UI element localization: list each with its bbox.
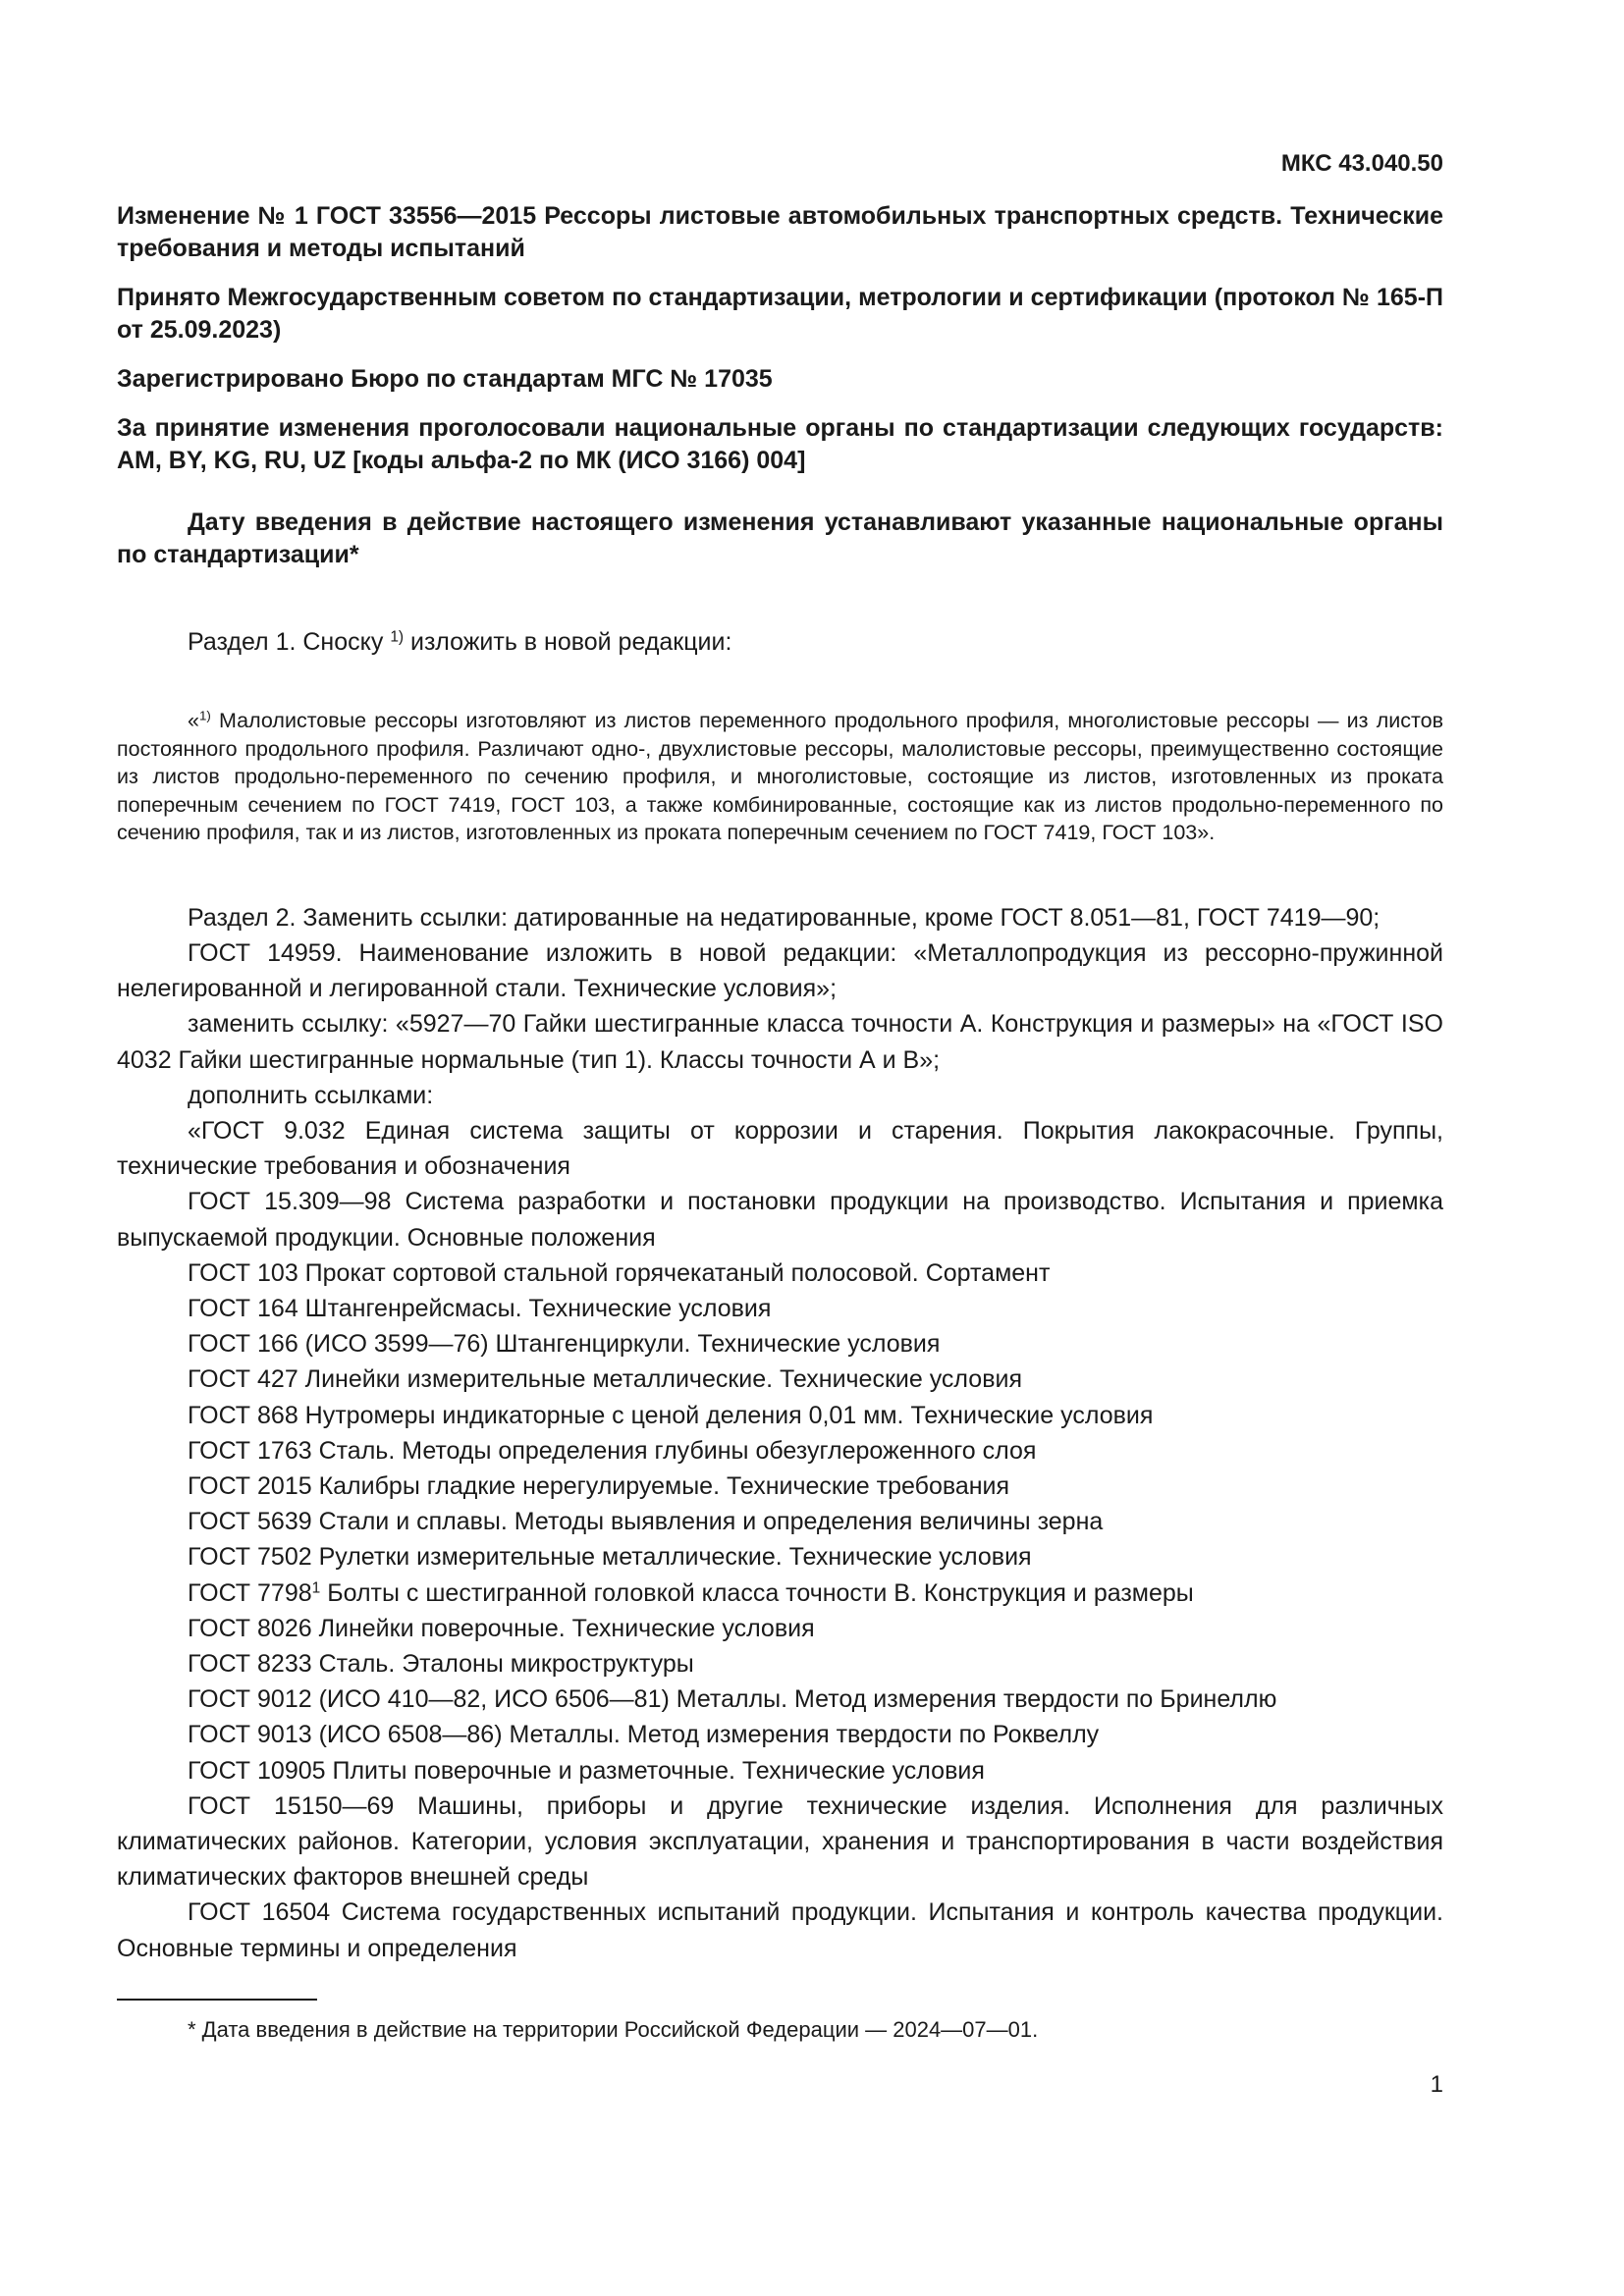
reference-item: ГОСТ 16504 Система государственных испытаний продукции. Испытания и контроль качества продукции. Основные термины и определения: [117, 1898, 1443, 1962]
footnote-separator: [117, 1999, 317, 2001]
reference-item: [117, 1575, 1443, 1611]
footnote-body: Малолистовые рессоры изготовляют из листов переменного продольного профиля, многолистовые рессоры — из листов постоянного продольного профиля. Различают одно-, двухлистовые рессоры, малолистовые рессоры, преимущественно состоящие из листов продольно-переменного по сечению профиля, и многолистовые, состоящие из листов, изготовленных из проката поперечным сечением по ГОСТ 7419, ГОСТ 103, а также комбинированные, состоящие как из листов продольно-переменного по сечению профиля, так и из листов, изготовленных из проката поперечным сечением по ГОСТ 7419, ГОСТ 103».: [117, 709, 1443, 845]
reference-item: ГОСТ 15150—69 Машины, приборы и другие технические изделия. Исполнения для различных климатических районов. Категории, условия эксплуатации, хранения и транспортирования в части воздействия климатических факторов внешней среды: [117, 1791, 1443, 1892]
page-number: 1: [1430, 2071, 1443, 2098]
registration-statement: Зарегистрировано Бюро по стандартам МГС № 17035: [117, 365, 773, 393]
reference-number: ГОСТ 7798: [188, 1578, 312, 1607]
mks-code: МКС 43.040.50: [1280, 150, 1443, 177]
reference-item: «ГОСТ 9.032 Единая система защиты от коррозии и старения. Покрытия лакокрасочные. Группы, технические требования и обозначения: [117, 1116, 1443, 1181]
reference-item: ГОСТ 164 Штангенрейсмасы. Технические условия: [188, 1294, 772, 1322]
effective-date-statement: Дату введения в действие настоящего изменения устанавливают указанные национальные органы по стандартизации*: [117, 508, 1443, 568]
adopted-statement: Принято Межгосударственным советом по стандартизации, метрологии и сертификации (протокол № 165-П от 25.09.2023): [117, 284, 1443, 344]
section1-intro-text-end: изложить в новой редакции:: [404, 628, 732, 656]
reference-item: ГОСТ 8233 Сталь. Эталоны микроструктуры: [188, 1649, 694, 1678]
reference-item: ГОСТ 9013 (ИСО 6508—86) Металлы. Метод измерения твердости по Роквеллу: [188, 1721, 1100, 1749]
reference-item: ГОСТ 15.309—98 Система разработки и постановки продукции на производство. Испытания и приемка выпускаемой продукции. Основные положения: [117, 1188, 1443, 1252]
section2-body: [117, 900, 1443, 1966]
footnote-marker: 1): [390, 628, 405, 646]
amendment-title: Изменение № 1 ГОСТ 33556—2015 Рессоры листовые автомобильных транспортных средств. Технические требования и методы испытаний: [117, 202, 1443, 262]
reference-item: ГОСТ 7502 Рулетки измерительные металлические. Технические условия: [188, 1543, 1032, 1572]
section2-para: дополнить ссылками:: [188, 1081, 434, 1109]
reference-item: ГОСТ 2015 Калибры гладкие нерегулируемые. Технические требования: [188, 1471, 1010, 1500]
section2-para: Раздел 2. Заменить ссылки: датированные на недатированные, кроме ГОСТ 8.051—81, ГОСТ 7419—90;: [188, 903, 1380, 932]
reference-item: ГОСТ 9012 (ИСО 410—82, ИСО 6506—81) Металлы. Метод измерения твердости по Бринеллю: [188, 1685, 1277, 1714]
reference-item: ГОСТ 8026 Линейки поверочные. Технические условия: [188, 1614, 815, 1642]
reference-item: ГОСТ 1763 Сталь. Методы определения глубины обезуглероженного слоя: [188, 1436, 1037, 1465]
voting-statement: За принятие изменения проголосовали национальные органы по стандартизации следующих государств: AM, BY, KG, RU, UZ [коды альфа-2 по МК (ИСО 3166) 004]: [117, 414, 1443, 474]
section1-footnote-text: [117, 707, 1443, 847]
quote-open: «: [188, 709, 199, 733]
reference-item: ГОСТ 10905 Плиты поверочные и разметочные. Технические условия: [188, 1756, 985, 1785]
reference-item: ГОСТ 103 Прокат сортовой стальной горячекатаный полосовой. Сортамент: [188, 1258, 1051, 1287]
reference-item: ГОСТ 868 Нутромеры индикаторные с ценой деления 0,01 мм. Технические условия: [188, 1401, 1154, 1429]
reference-superscript: 1: [311, 1579, 321, 1597]
footnote-marker: 1): [198, 708, 211, 723]
section2-para: ГОСТ 14959. Наименование изложить в новой редакции: «Металлопродукция из рессорно-пружинной нелегированной и легированной стали. Технические условия»;: [117, 938, 1443, 1003]
reference-item: ГОСТ 166 (ИСО 3599—76) Штангенциркули. Технические условия: [188, 1330, 941, 1359]
page-footnote: * Дата введения в действие на территории Российской Федерации — 2024—07—01.: [188, 2017, 1039, 2042]
section1-intro-text: Раздел 1. Сноску: [188, 628, 391, 656]
section1-intro: [117, 624, 1443, 660]
reference-item: ГОСТ 5639 Стали и сплавы. Методы выявления и определения величины зерна: [188, 1508, 1104, 1536]
document-body: [117, 624, 1443, 660]
reference-title: Болты с шестигранной головкой класса точности В. Конструкция и размеры: [320, 1578, 1194, 1607]
reference-item: ГОСТ 427 Линейки измерительные металлические. Технические условия: [188, 1365, 1022, 1394]
section2-para: заменить ссылку: «5927—70 Гайки шестигранные класса точности А. Конструкция и размеры» на «ГОСТ ISO 4032 Гайки шестигранные нормальные (тип 1). Классы точности А и В»;: [117, 1010, 1443, 1074]
